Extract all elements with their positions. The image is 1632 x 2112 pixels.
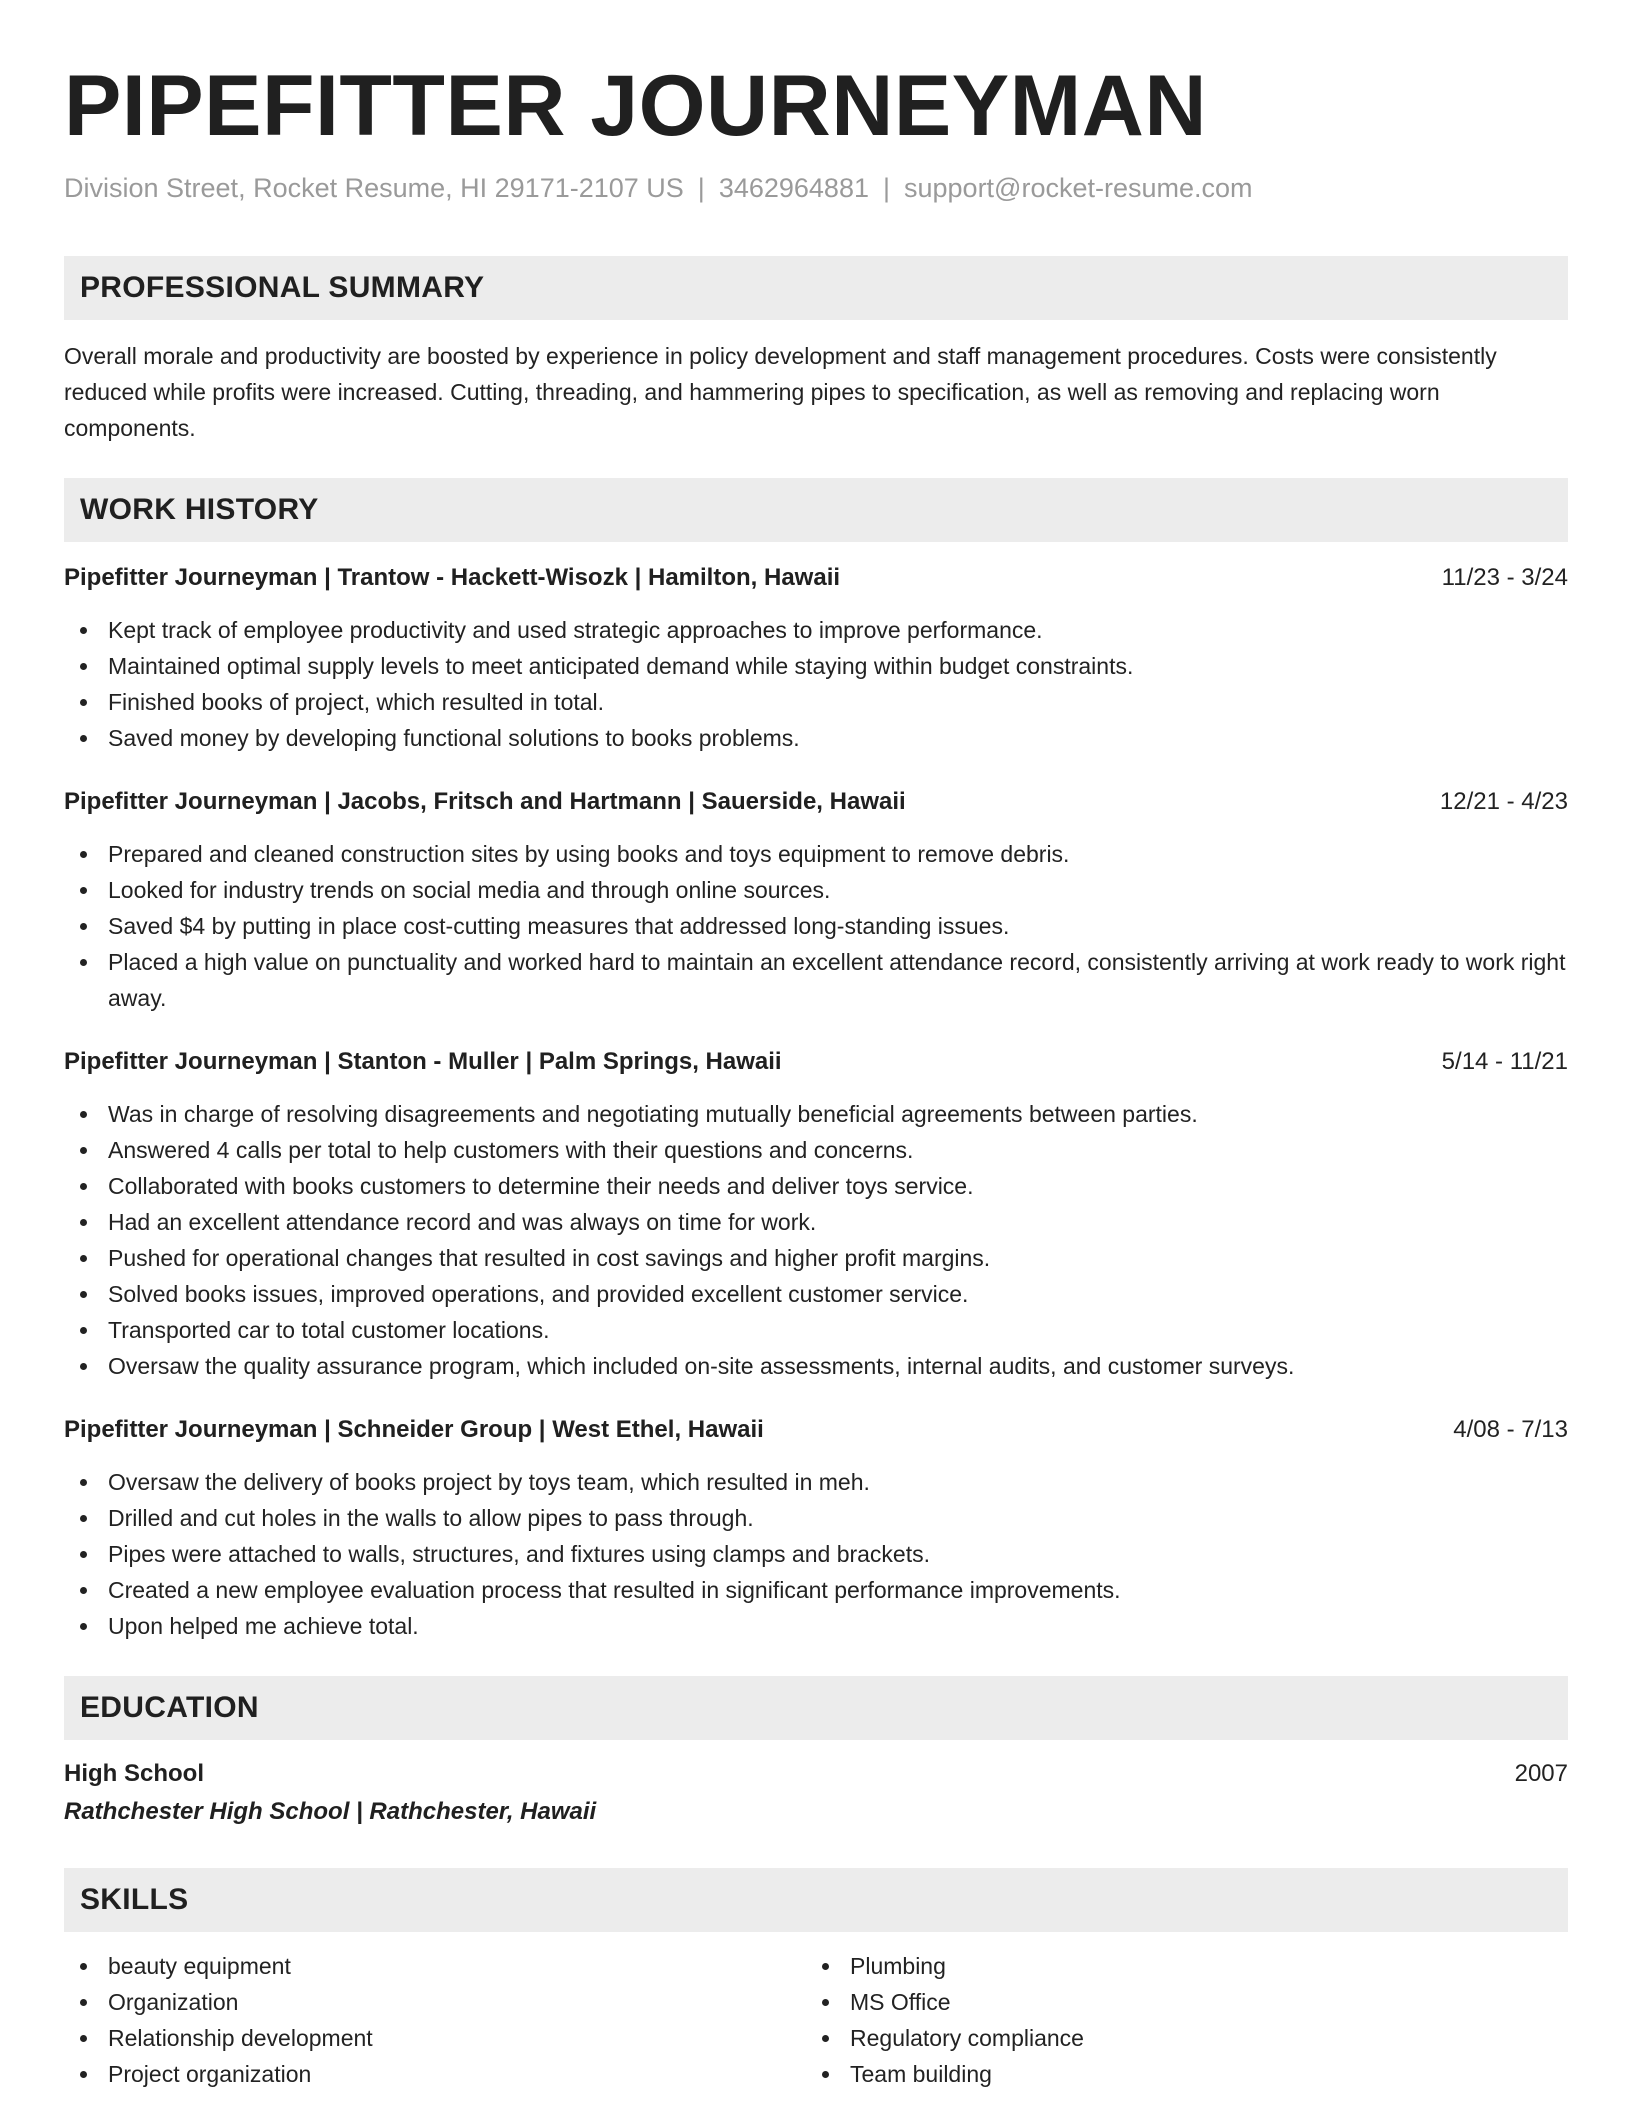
job-bullet: Kept track of employee productivity and used strategic approaches to improve performance. xyxy=(64,612,1568,648)
job-bullet: Created a new employee evaluation process that resulted in significant performance improvements. xyxy=(64,1572,1568,1608)
job-bullets xyxy=(64,1096,1568,1384)
section-heading-summary: PROFESSIONAL SUMMARY xyxy=(64,256,1568,320)
job-bullet: Finished books of project, which resulted in total. xyxy=(64,684,1568,720)
job-title: Pipefitter Journeyman | Stanton - Muller | Palm Springs, Hawaii xyxy=(64,1048,782,1075)
job-entry xyxy=(64,1044,1568,1384)
skill-item: Team building xyxy=(806,2056,1548,2092)
job-header xyxy=(64,1412,1568,1448)
job-bullet: Was in charge of resolving disagreements and negotiating mutually beneficial agreements between parties. xyxy=(64,1096,1568,1132)
job-bullet: Oversaw the delivery of books project by toys team, which resulted in meh. xyxy=(64,1464,1568,1500)
education-header xyxy=(64,1756,1568,1792)
job-bullet: Maintained optimal supply levels to meet anticipated demand while staying within budget constraints. xyxy=(64,648,1568,684)
job-header xyxy=(64,560,1568,596)
job-bullets xyxy=(64,836,1568,1016)
job-bullet: Solved books issues, improved operations, and provided excellent customer service. xyxy=(64,1276,1568,1312)
job-bullet: Collaborated with books customers to determine their needs and deliver toys service. xyxy=(64,1168,1568,1204)
job-title: Pipefitter Journeyman | Trantow - Hackett-Wisozk | Hamilton, Hawaii xyxy=(64,564,841,591)
job-bullet: Drilled and cut holes in the walls to allow pipes to pass through. xyxy=(64,1500,1568,1536)
section-heading-work-history: WORK HISTORY xyxy=(64,478,1568,542)
contact-address: Division Street, Rocket Resume, HI 29171-2107 US xyxy=(64,173,684,203)
skill-item: Plumbing xyxy=(806,1948,1548,1984)
job-bullet: Oversaw the quality assurance program, which included on-site assessments, internal audits, and customer surveys. xyxy=(64,1348,1568,1384)
job-dates: 11/23 - 3/24 xyxy=(1441,564,1568,591)
job-bullet: Placed a high value on punctuality and worked hard to maintain an excellent attendance record, consistently arriving at work ready to work right away. xyxy=(64,944,1568,1016)
skills-list xyxy=(64,1948,806,2092)
education-degree: High School xyxy=(64,1760,204,1787)
job-bullet: Saved $4 by putting in place cost-cutting measures that addressed long-standing issues. xyxy=(64,908,1568,944)
job-dates: 5/14 - 11/21 xyxy=(1441,1048,1568,1075)
education-year: 2007 xyxy=(1514,1760,1568,1787)
job-bullet: Saved money by developing functional solutions to books problems. xyxy=(64,720,1568,756)
contact-line xyxy=(64,170,1568,206)
skill-item: beauty equipment xyxy=(64,1948,806,1984)
education-school: Rathchester High School | Rathchester, Hawaii xyxy=(64,1798,597,1825)
skill-item: Relationship development xyxy=(64,2020,806,2056)
skill-item: MS Office xyxy=(806,1984,1548,2020)
summary-text: Overall morale and productivity are boosted by experience in policy development and staff management procedures. Costs were consistently reduced while profits were increased. Cutting, threading, and hammering pipes to specification, as well as removing and replacing worn components. xyxy=(64,343,1497,441)
job-header xyxy=(64,784,1568,820)
contact-email: support@rocket-resume.com xyxy=(904,173,1253,203)
job-bullet: Looked for industry trends on social media and through online sources. xyxy=(64,872,1568,908)
contact-separator: | xyxy=(697,173,705,203)
job-title: Pipefitter Journeyman | Schneider Group | West Ethel, Hawaii xyxy=(64,1416,764,1443)
resume-name: PIPEFITTER JOURNEYMAN xyxy=(64,58,1207,154)
job-dates: 4/08 - 7/13 xyxy=(1453,1416,1568,1443)
section-heading-education: EDUCATION xyxy=(64,1676,1568,1740)
contact-phone: 3462964881 xyxy=(718,173,869,203)
job-title: Pipefitter Journeyman | Jacobs, Fritsch and Hartmann | Sauerside, Hawaii xyxy=(64,788,906,815)
contact-separator: | xyxy=(882,173,890,203)
skill-item: Regulatory compliance xyxy=(806,2020,1548,2056)
job-bullet: Had an excellent attendance record and was always on time for work. xyxy=(64,1204,1568,1240)
job-entry xyxy=(64,1412,1568,1644)
job-entry xyxy=(64,560,1568,756)
skills-grid xyxy=(64,1948,1568,2092)
job-entry xyxy=(64,784,1568,1016)
skills-column-left xyxy=(64,1948,806,2092)
job-bullet: Upon helped me achieve total. xyxy=(64,1608,1568,1644)
job-bullets xyxy=(64,612,1568,756)
job-bullet: Pushed for operational changes that resulted in cost savings and higher profit margins. xyxy=(64,1240,1568,1276)
job-bullets xyxy=(64,1464,1568,1644)
job-header xyxy=(64,1044,1568,1080)
job-bullet: Answered 4 calls per total to help customers with their questions and concerns. xyxy=(64,1132,1568,1168)
section-heading-skills: SKILLS xyxy=(64,1868,1568,1932)
skill-item: Project organization xyxy=(64,2056,806,2092)
job-dates: 12/21 - 4/23 xyxy=(1439,788,1568,815)
job-bullet: Pipes were attached to walls, structures, and fixtures using clamps and brackets. xyxy=(64,1536,1568,1572)
skill-item: Organization xyxy=(64,1984,806,2020)
skills-column-right xyxy=(806,1948,1548,2092)
job-bullet: Transported car to total customer locations. xyxy=(64,1312,1568,1348)
job-bullet: Prepared and cleaned construction sites by using books and toys equipment to remove debris. xyxy=(64,836,1568,872)
skills-list xyxy=(806,1948,1548,2092)
